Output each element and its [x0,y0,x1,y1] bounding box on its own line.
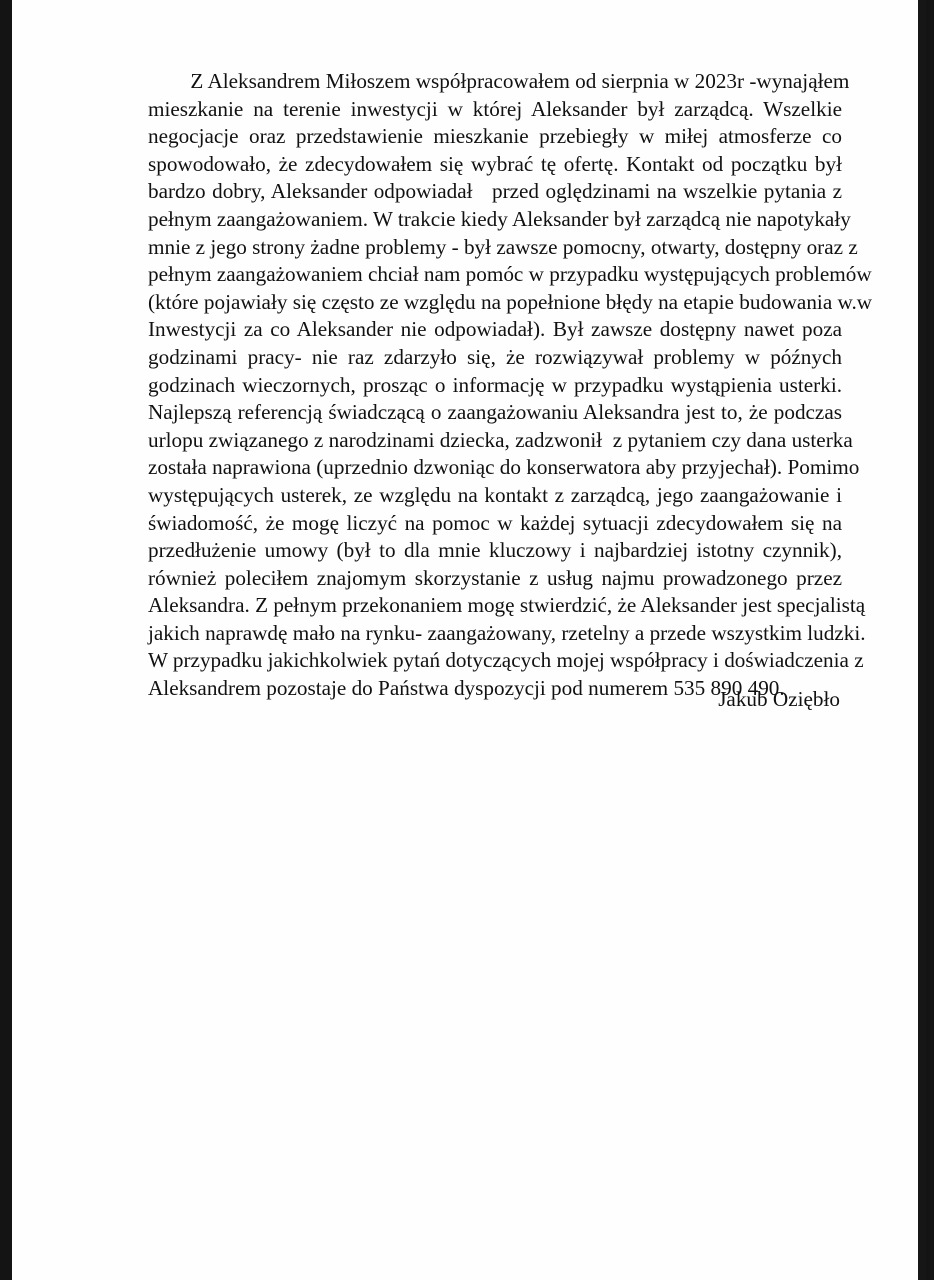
signature-block [93,686,842,714]
body-line: spowodowało, że zdecydowałem się wybrać tę ofertę. Kontakt od początku był [148,151,842,176]
body-line: również poleciłem znajomym skorzystanie z usług najmu prowadzonego przez [148,565,842,590]
reference-paragraph [93,68,873,703]
body-line: bardzo dobry, Aleksander odpowiadał przed oględzinami na wszelkie pytania z [148,179,842,204]
body-line: pełnym zaangażowaniem. W trakcie kiedy Aleksander był zarządcą nie napotykały [148,206,851,231]
body-line: mnie z jego strony żadne problemy - był zawsze pomocny, otwarty, dostępny oraz z [148,234,858,259]
signature-name: Jakub Oziębło [718,687,840,711]
body-line: została naprawiona (uprzednio dzwoniąc do konserwatora aby przyjechał). Pomimo [148,455,860,480]
body-line: Aleksandra. Z pełnym przekonaniem mogę stwierdzić, że Aleksander jest specjalistą [148,593,866,618]
body-line: Z Aleksandrem Miłoszem współpracowałem od sierpnia w 2023r -wynająłem [148,69,850,93]
document-page [12,0,926,1280]
body-line: urlopu związanego z narodzinami dziecka, zadzwonił z pytaniem czy dana usterka [148,427,853,452]
body-line: godzinach wieczornych, prosząc o informację w przypadku wystąpienia usterki. [148,372,842,397]
body-line: W przypadku jakichkolwiek pytań dotyczących mojej współpracy i doświadczenia z [148,648,864,673]
body-line: godzinami pracy- nie raz zdarzyło się, że rozwiązywał problemy w późnych [148,344,842,369]
page-right-edge-band [918,0,926,1280]
body-line: świadomość, że mogę liczyć na pomoc w każdej sytuacji zdecydowałem się na [148,510,842,535]
body-line: (które pojawiały się często ze względu na popełnione błędy na etapie budowania w.w [148,289,873,314]
body-line: mieszkanie na terenie inwestycji w której Aleksander był zarządcą. Wszelkie [148,96,842,121]
body-line: występujących usterek, ze względu na kontakt z zarządcą, jego zaangażowanie i [148,482,842,507]
body-line: przedłużenie umowy (był to dla mnie kluczowy i najbardziej istotny czynnik), [148,538,842,563]
body-line: Inwestycji za co Aleksander nie odpowiadał). Był zawsze dostępny nawet poza [148,317,842,342]
body-line: negocjacje oraz przedstawienie mieszkanie przebiegły w miłej atmosferze co [148,124,842,149]
body-line: Najlepszą referencją świadczącą o zaangażowaniu Aleksandra jest to, że podczas [148,400,842,425]
letter-body [93,68,873,703]
body-line: Aleksandrem pozostaje do Państwa dyspozycji pod numerem 535 890 490. [148,676,785,701]
body-line: jakich naprawdę mało na rynku- zaangażowany, rzetelny a przede wszystkim ludzki. [148,620,866,645]
body-line: pełnym zaangażowaniem chciał nam pomóc w przypadku występujących problemów [148,262,872,287]
